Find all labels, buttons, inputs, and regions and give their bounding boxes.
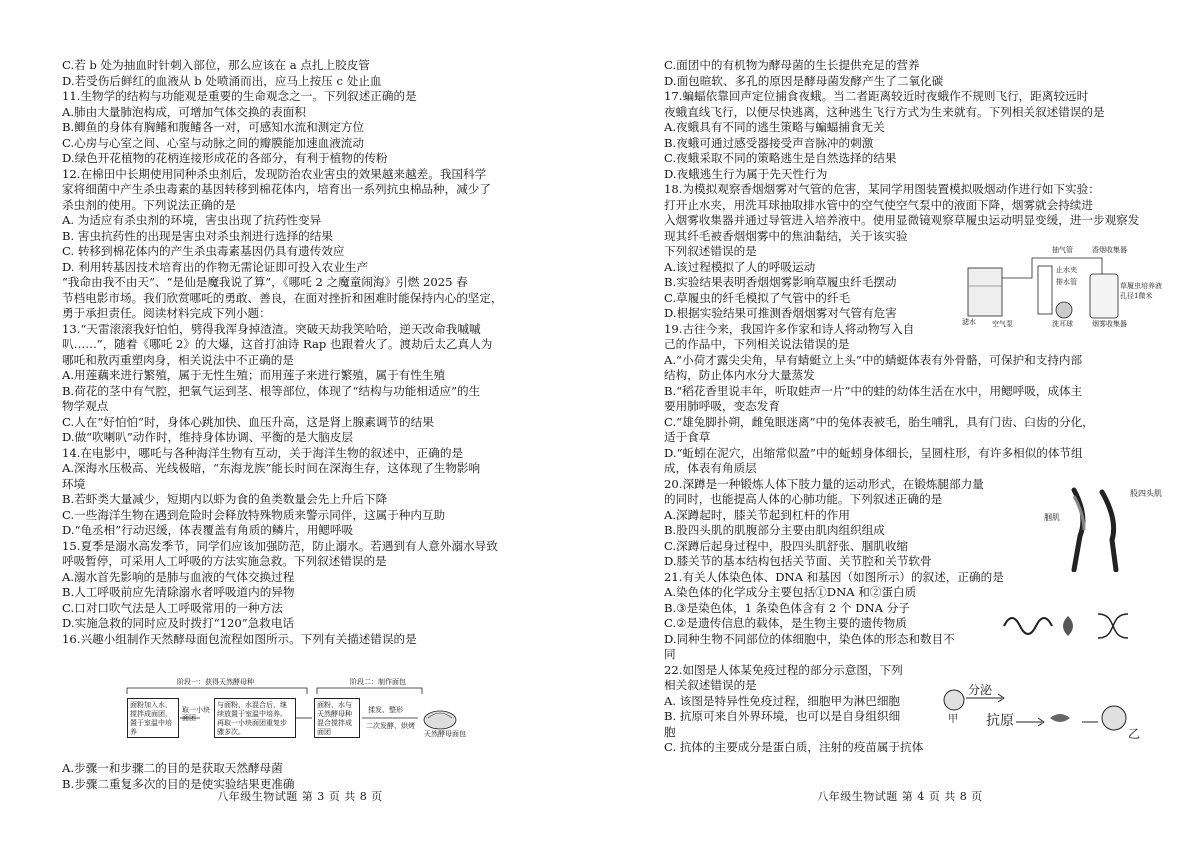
right-q20-line: 的同时，也能提高人体的心肺功能。下列叙述正确的是 (664, 492, 943, 506)
right-q21-line: C.②是遗传信息的载体，是生物主要的遗传物质 (664, 616, 907, 630)
right-q20-line: C.深蹲后起身过程中，股四头肌舒张、腘肌收缩 (664, 538, 909, 553)
right-lines-line: 18.为模拟观察香烟烟雾对气管的危害，某同学用图装置模拟吸烟动作进行如下实验： (664, 182, 1100, 196)
right-lines-line: 夜蛾直线飞行，以便尽快逃离，这种逃生飞行方式为生来就有。下列相关叙述错误的是 (664, 104, 1105, 119)
left-lines-line: 12.在棉田中长期使用同种杀虫剂后，发现防治农业害虫的效果越来越差。我国科学 (62, 166, 487, 181)
label-drain-pipe: 排水管 (1056, 278, 1077, 286)
right-q21-line: B.③是染色体，1 条染色体含有 2 个 DNA 分子 (664, 600, 910, 615)
right-q21-line: 同 (664, 647, 676, 661)
right-lines-line: B.夜蛾可通过感受器接受声音脉冲的刺激 (664, 135, 874, 150)
right-page (600, 0, 1200, 848)
left-lines-line: B.若虾类大量减少，短期内以虾为食的鱼类数量会先上升后下降 (62, 492, 388, 506)
right-q22-line: A. 该图是特异性免疫过程，细胞甲为淋巴细胞 (664, 693, 901, 708)
right-lines-line: D.夜蛾逃生行为属于先天性行为 (664, 166, 828, 181)
step-b-label: 二次发酵、烘烤 (366, 722, 415, 730)
left-lines-line: A. 为适应有杀虫剂的环境，害虫出现了抗药性变异 (62, 213, 322, 227)
right-q21-line: A.染色体的化学成分主要包括①DNA 和②蛋白质 (664, 585, 917, 599)
right-lines-line: D.面包暄软、多孔的原因是酵母菌发酵产生了二氧化碳 (664, 73, 944, 88)
right-lines2-line: 成，体表有角质层 (664, 461, 757, 475)
right-q21-line: 21.有关人体染色体、DNA 和基因（如图所示）的叙述，正确的是 (664, 569, 1004, 584)
left-lines-line: A.溺水首先影响的是肺与血液的气体交换过程 (62, 569, 295, 584)
left-lines-line: D.做“吹喇叭”动作时，维持身体协调、平衡的是大脑皮层 (62, 430, 354, 444)
left-lines-line: D.绿色开花植物的花柄连接形成花的各部分，有利于植物的传粉 (62, 151, 388, 165)
right-column (664, 58, 1172, 756)
right-lines2-line: C.“雄兔脚扑朔，雌兔眼迷离”中的兔体表被毛，胎生哺乳，具有门齿、臼齿的分化， (664, 414, 1094, 429)
left-lines-line: 16.兴趣小组制作天然酵母面包流程如图所示。下列有关描述错误的是 (62, 631, 417, 646)
right-q21-line: D.同种生物不同部位的体细胞中，染色体的形态和数目不 (664, 631, 955, 646)
immune-diagram (942, 682, 1142, 744)
left-lines-line: C.心房与心室之间、心室与动脉之间的瓣膜能加速血液流动 (62, 135, 364, 150)
box-step3: 面粉、水与天然酵母种混合搅拌成面团 (314, 698, 360, 738)
label-extraction-tube: 抽气管 (1052, 246, 1073, 254)
left-lines-line: 物学观点 (62, 399, 109, 413)
left-lines-line: 11.生物学的结构与功能观是重要的生命观念之一。下列叙述正确的是 (62, 89, 417, 103)
left-lines-line: 杀虫剂的使用。下列说法正确的是 (62, 197, 236, 212)
left-lines-line: D. 利用转基因技术培育出的作物无需论证即可投入农业生产 (62, 259, 369, 274)
left-lines-line: 叭……”，随着《哪吒 2》的大爆，这首打油诗 Rap 也跟着火了。渡劫后太乙真人为 (62, 337, 493, 351)
step-a-label: 揉发、整形 (368, 706, 403, 714)
right-lines-line: 现其纤毛被香烟烟雾中的焦油黏结，关于该实验 (664, 228, 908, 243)
left-lines-line: 环境 (62, 476, 86, 491)
left-lines-line: C.人在“好怕怕”时，身体心跳加快、血压升高，这是肾上腺素调节的结果 (62, 414, 434, 429)
smoking-apparatus-diagram (962, 238, 1162, 330)
left-lines-line: “我命由我不由天”、“是仙是魔我说了算”，《哪吒 2 之魔童闹海》引燃 2025 春 (62, 275, 468, 289)
label-antigen: 抗原 (986, 713, 1014, 729)
left-lines-line: A.肺由大量肺泡构成，可增加气体交换的表面积 (62, 104, 306, 119)
right-lines2-line: D.“蚯蚓在泥穴，出缩常似盈”中的蚯蚓身体细长，呈圆柱形，有许多相似的体节组 (664, 445, 1083, 460)
left-lines-line: B. 害虫抗药性的出现是害虫对杀虫剂进行选择的结果 (62, 228, 333, 243)
right-q18-line: C.草履虫的纤毛模拟了气管中的纤毛 (664, 290, 851, 305)
right-lines-line: C.面团中的有机物为酵母菌的生长提供充足的营养 (664, 58, 920, 72)
right-lines2-line: 己的作品中，下列相关说法错误的是 (664, 337, 850, 351)
left-lines-line: B.荷花的茎中有气腔，把氧气运到茎、根等部位，体现了“结构与功能相适应”的生 (62, 383, 481, 398)
label-cell-a: 甲 (948, 714, 958, 725)
label-culture: 草履虫培养液 (1120, 282, 1162, 290)
left-lines-line: 13.“天雷滚滚我好怕怕，劈得我浑身掉渣渣。突破天劫我笑哈哈，逆天改命我嘁嘁 (62, 321, 481, 336)
label-ear-bulb: 洗耳球 (1052, 320, 1073, 328)
label-water: 滤水 (962, 318, 976, 326)
left-lines-line: D.“龟丞相”行动迟缓，体表覆盖有角质的鳞片，用鳃呼吸 (62, 523, 354, 537)
label-smoke-collector: 烟雾收集器 (1092, 320, 1127, 328)
left-lines-line: 节档电影市场。我们欣赏哪吒的勇敢、善良，在面对挫折和困难时能保持内心的坚定， (62, 290, 503, 305)
left-lines-line: 勇于承担责任。阅读材料完成下列小题： (62, 306, 271, 320)
left-lines-line: A.用莲藕来进行繁殖，属于无性生殖；而用莲子来进行繁殖，属于有性生殖 (62, 368, 446, 382)
left-lines-line: C.口对口吹气法是人工呼吸常用的一种方法 (62, 600, 283, 615)
right-lines-line: 打开止水夹，用洗耳球抽取排水管中的空气使空气泵中的液面下降，烟雾就会持续进 (664, 197, 1093, 212)
label-cell-b: 乙 (1128, 727, 1141, 741)
right-q18-line: 下列叙述错误的是 (664, 244, 757, 258)
label-popliteus: 腘肌 (1044, 513, 1060, 522)
squat-drawing (1044, 486, 1172, 572)
right-lines2-line: 19.古往今来，我国许多作家和诗人将动物写入自 (664, 321, 915, 336)
label-quadriceps: 股四头肌 (1130, 489, 1162, 498)
label-pore: 孔径1微米 (1120, 292, 1153, 300)
bread-flow-diagram (122, 678, 502, 754)
label-smoke-collector-top: 香烟收集器 (1092, 246, 1127, 254)
right-q22-line: 相关叙述错误的是 (664, 678, 757, 692)
left-lines-line: B.人工呼吸前应先清除溺水者呼吸道内的异物 (62, 585, 295, 599)
left-lines-line: D.若受伤后鲜红的血液从 b 处喷涌而出，应马上按压 c 处止血 (62, 73, 382, 88)
stage1-label: 阶段一：获得天然酵母种 (177, 678, 254, 686)
right-lines-line: 入烟雾收集器并通过导管进入培养液中。使用显微镜观察草履虫运动明显变缓，进一步观察发 (664, 213, 1140, 227)
left-lines-line: C.一些海洋生物在遇到危险时会释放特殊物质来警示同伴，这属于种内互助 (62, 507, 446, 522)
right-q20-line: A.深蹲起时，膝关节起到杠杆的作用 (664, 507, 850, 522)
label-air-pump: 空气泵 (992, 320, 1013, 328)
right-q20-line: D.膝关节的基本结构包括关节面、关节腔和关节软骨 (664, 554, 932, 568)
right-footer: 八年级生物试题 第 4 页 共 8 页 (817, 790, 983, 803)
right-lines2-line: 结构，防止体内水分大量蒸发 (664, 368, 815, 382)
right-lines2-line: 适于食草 (664, 430, 711, 444)
chromosome-diagram (998, 606, 1158, 646)
q20-block (664, 477, 1044, 570)
left-after-fig-line: A.步骤一和步骤二的目的是获取天然酵母菌 (62, 761, 283, 775)
right-q18-line: B.实验结果表明香烟烟雾影响草履虫纤毛摆动 (664, 275, 897, 289)
right-q20-line: B.股四头肌的肌腹部分主要由肌肉组织组成 (664, 523, 885, 537)
right-lines-line: C.夜蛾采取不同的策略逃生是自然选择的结果 (664, 151, 897, 165)
box-step1: 面粉加入水，搅拌成面团，置于室温中培养 (127, 698, 179, 738)
right-lines2-line: 要用肺呼吸，变态发育 (664, 399, 780, 413)
left-lines-line: 14.在电影中，哪吒与各种海洋生物有互动，关于海洋生物的叙述中，正确的是 (62, 445, 464, 460)
right-q20-line: 20.深蹲是一种锻炼人体下肢力量的运动形式，在锻炼腿部力量 (664, 476, 984, 491)
left-after-fig-line: B.步骤二重复多次的目的是使实验结果更准确 (62, 776, 295, 791)
right-q22-line: 22.如图是人体某免疫过程的部分示意图，下列 (664, 662, 903, 677)
stage2-label: 阶段二：制作面包 (350, 678, 406, 686)
left-lines-line: A.深海水压极高、光线极暗，“东海龙族”能长时间在深海生存，这体现了生物影响 (62, 461, 481, 475)
left-lines-line: 哪吒和敖丙重塑肉身，相关说法中不正确的是 (62, 352, 294, 367)
left-lines-line: D.实施急救的同时应及时拨打“120”急救电话 (62, 616, 295, 630)
right-q22-line: B. 抗原可来自外界环境，也可以是自身组织细 (664, 709, 901, 723)
arrow1-label: 取一小块面团 (182, 706, 210, 722)
left-column (62, 58, 568, 647)
right-q22-line: C. 抗体的主要成分是蛋白质，注射的疫苗属于抗体 (664, 740, 924, 754)
left-lines-line: C.若 b 处为抽血时针刺入部位，那么应该在 a 点扎上胶皮管 (62, 58, 370, 72)
right-q18-line: A.该过程模拟了人的呼吸运动 (664, 259, 816, 274)
left-lines-line: B.鲫鱼的身体有胸鳍和腹鳍各一对，可感知水流和测定方位 (62, 120, 365, 134)
right-lines-line: 17.蝙蝠依靠回声定位捕食夜蛾。当二者距离较近时夜蛾作不规则飞行，距离较远时 (664, 89, 1089, 103)
box-step2: 与面粉、水混合后，继续放置于室温中培养。再取一小块面团重复步骤多次。 (214, 698, 296, 738)
bread-label: 天然酵母面包 (424, 730, 466, 738)
label-secrete: 分泌 (968, 683, 993, 697)
squat-diagram (1044, 486, 1172, 572)
left-lines-line: 呼吸暂停，可采用人工呼吸的方法实施急救。下列叙述错误的是 (62, 554, 387, 568)
right-q22-line: 胞 (664, 724, 676, 739)
right-lines2-line: B.“稻花香里说丰年，听取蛙声一片”中的蛙的幼体生活在水中，用鳃呼吸，成体主 (664, 383, 1083, 398)
left-lines-line: 15.夏季是溺水高发季节，同学们应该加强防范，防止溺水。若遇到有人意外溺水导致 (62, 538, 498, 553)
chromosome-drawing (998, 606, 1158, 646)
right-lines2-line: A.“小荷才露尖尖角，早有蜻蜓立上头”中的蜻蜓体表有外骨骼，可保护和支持内部 (664, 352, 1083, 367)
left-lines-line: 家将细菌中产生杀虫毒素的基因转移到棉花体内，培育出一系列抗虫棉品种，减少了 (62, 182, 491, 196)
bread-icon (422, 706, 458, 730)
left-lines-line: C. 转移到棉花体内的产生杀虫毒素基因仍具有遗传效应 (62, 244, 345, 258)
right-q18-line: D.根据实验结果可推测香烟烟雾对气管有危害 (664, 306, 897, 320)
left-footer: 八年级生物试题 第 3 页 共 8 页 (217, 790, 383, 803)
q22-block (664, 663, 944, 756)
label-clamp: 止水夹 (1056, 266, 1077, 274)
right-lines-line: A.夜蛾具有不同的逃生策略与蝙蝠捕食无关 (664, 120, 885, 134)
q18-block (664, 244, 954, 322)
